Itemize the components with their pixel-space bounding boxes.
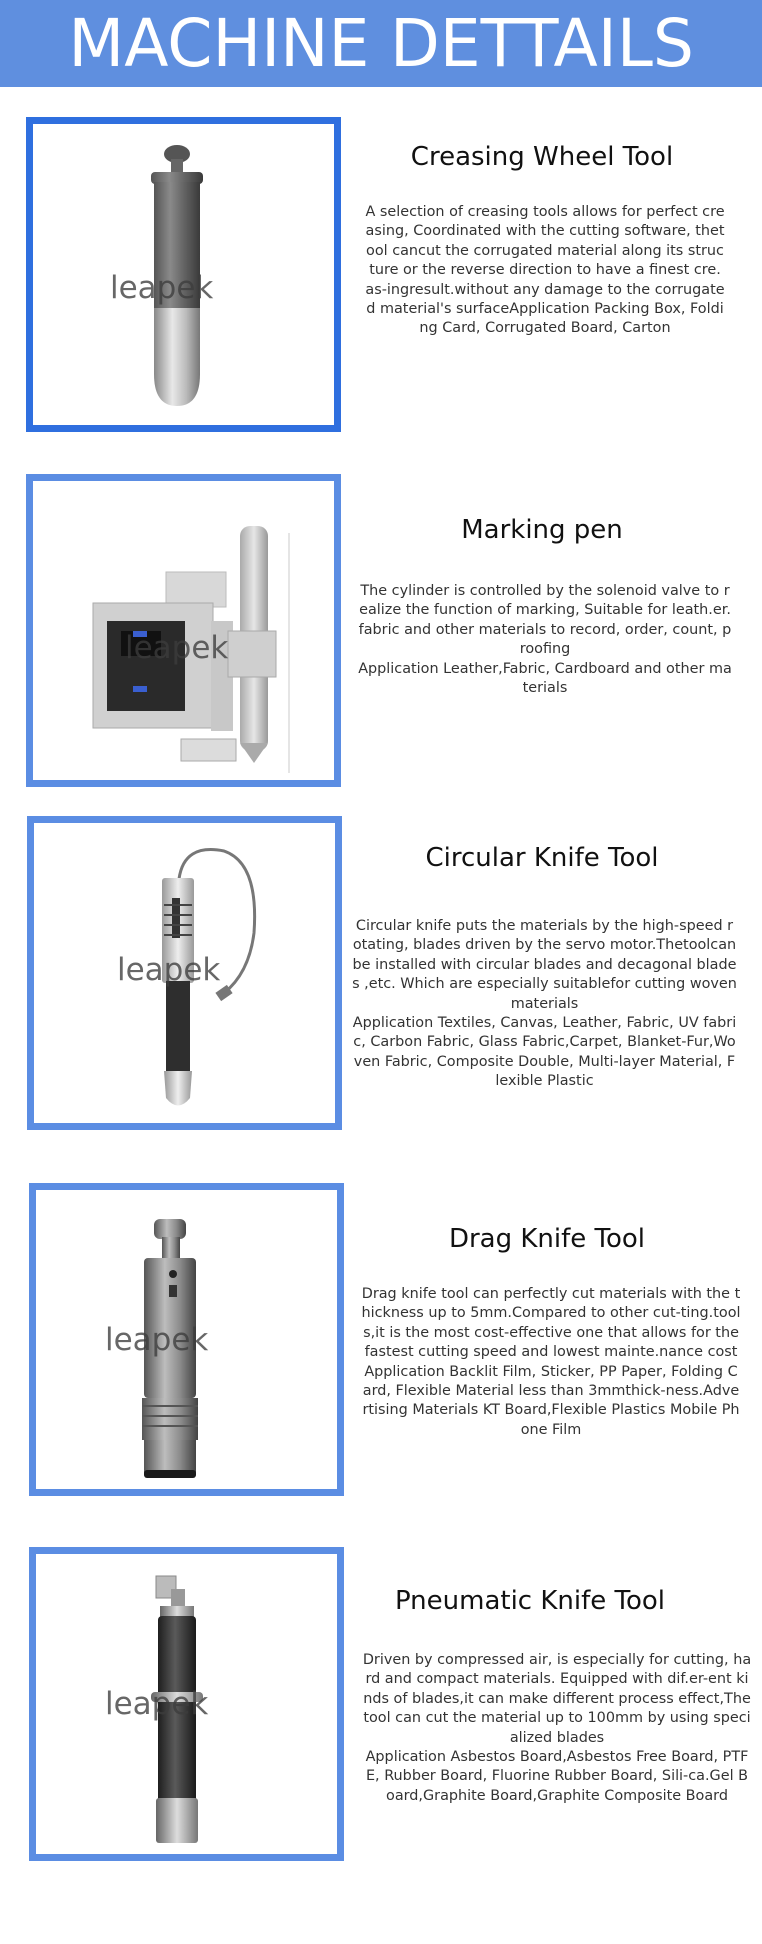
product-description: A selection of creasing tools allows for perfect creasing, Coordinated with the cutting software, thetool cancut the corrugated material along its structure or the reverse direction to have a finest cre.as-ingresult.without any damage to the corrugated material's surfaceApplication Packing Box, Folding Card, Corrugated Board, Carton — [365, 204, 725, 337]
page-title: MACHINE DETTAILS — [68, 4, 694, 82]
product-title: Marking pen — [461, 515, 623, 545]
watermark-text: leapek — [117, 952, 221, 988]
product-description: Drag knife tool can perfectly cut materials with the thickness up to 5mm.Compared to other cut-ting.tools,it is the most cost-effective one that allows for the fastest cutting speed and lowest mainte.nance cost Application Backlit Film, Sticker, PP Paper, Folding Card, Flexible Material less than 3mmthick-ness.Advertising Materials KT Board,Flexible Plastics Mobile Phone Film — [361, 1286, 741, 1438]
product-description: Driven by compressed air, is especially for cutting, hard and compact materials. Equipped with dif.er-ent kinds of blades,it can make different process effect,The tool can cut the material up to 100mm by using specialized blades Application Asbestos Board,Asbestos Free Board, PTFE, Rubber Board, Fluorine Rubber Board, Sili-ca.Gel Board,Graphite Board,Graphite Composite Board — [362, 1652, 752, 1804]
watermark-text: leapek — [105, 1322, 209, 1358]
product-description: The cylinder is controlled by the solenoid valve to realize the function of marking, Suitable for leath.er.fabric and other materials to record, order, count, proofing Application Leather,Fabric, Cardboard and other materials — [358, 583, 732, 697]
watermark-text: leapek — [110, 270, 214, 306]
product-title: Drag Knife Tool — [448, 1224, 646, 1254]
page-header — [0, 0, 762, 87]
watermark-text: leapek — [105, 1686, 209, 1722]
product-title: Circular Knife Tool — [425, 843, 659, 873]
product-description: Circular knife puts the materials by the high-speed rotating, blades driven by the servo motor.Thetoolcan be installed with circular blades and decagonal blades ,etc. Which are especially suitablefor cutting woven materials Application Textiles, Canvas, Leather, Fabric, UV fabric, Carbon Fabric, Glass Fabric,Carpet, Blanket-Fur,Woven Fabric, Composite Double, Multi-layer Material, Flexible Plastic — [352, 918, 737, 1090]
watermark-text: leapek — [125, 630, 229, 666]
product-title: Pneumatic Knife Tool — [394, 1586, 666, 1616]
product-title: Creasing Wheel Tool — [410, 142, 674, 172]
